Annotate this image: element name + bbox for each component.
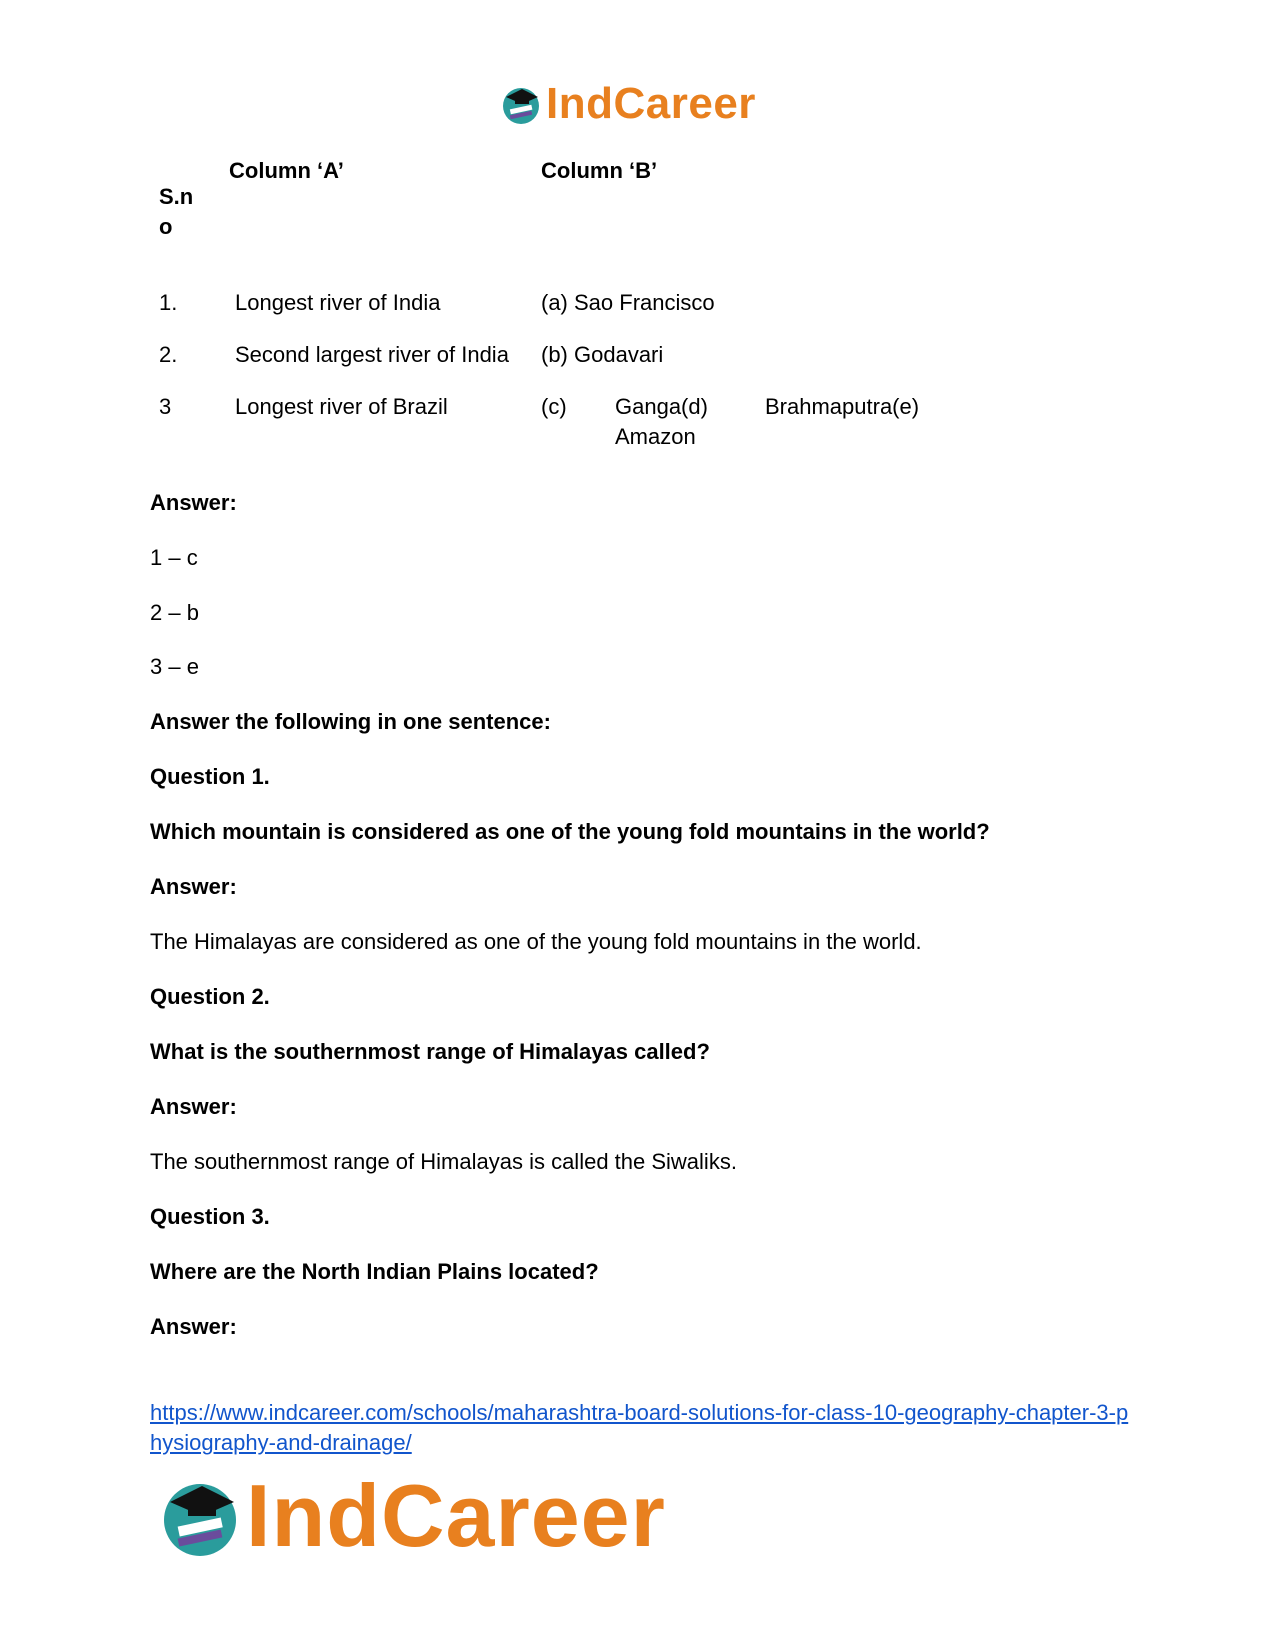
table-row-2-column-a: Second largest river of India [235, 342, 509, 367]
table-row-3-column-a: Longest river of Brazil [235, 394, 448, 419]
question-1-answer-label: Answer: [150, 874, 237, 899]
question-2-text: What is the southernmost range of Himalayas called? [150, 1039, 710, 1064]
header-logo [500, 78, 756, 130]
source-link[interactable]: https://www.indcareer.com/schools/maharashtra-board-solutions-for-class-10-geography-chapter-3-physiography-and-drainage/ [150, 1400, 1129, 1455]
table-header-column-a: Column ‘A’ [229, 158, 344, 183]
table-row-1-column-a: Longest river of India [235, 290, 441, 315]
question-3-label: Question 3. [150, 1204, 270, 1229]
graduation-cap-icon [158, 1474, 242, 1558]
logo-text: IndCareer [246, 1466, 666, 1565]
answer-label: Answer: [150, 490, 237, 515]
question-1-label: Question 1. [150, 764, 270, 789]
table-row-1-sno: 1. [159, 290, 178, 315]
table-row-2-sno: 2. [159, 342, 178, 367]
question-3-answer-label: Answer: [150, 1314, 237, 1339]
question-2-answer-label: Answer: [150, 1094, 237, 1119]
question-1-text: Which mountain is considered as one of the young fold mountains in the world? [150, 819, 990, 844]
table-header-column-b: Column ‘B’ [541, 158, 658, 183]
table-row-1-column-b: (a) Sao Francisco [541, 290, 715, 315]
question-2-answer: The southernmost range of Himalayas is called the Siwaliks. [150, 1149, 737, 1174]
answer-line-2: 2 – b [150, 600, 199, 625]
question-1-answer: The Himalayas are considered as one of the young fold mountains in the world. [150, 929, 922, 954]
section-heading: Answer the following in one sentence: [150, 709, 551, 734]
table-row-3-sno: 3 [159, 394, 172, 419]
question-3-text: Where are the North Indian Plains located? [150, 1259, 599, 1284]
table-row-3-column-b-ganga-amazon: Ganga(d) Amazon [615, 394, 708, 449]
table-header-sno: S.n o [159, 184, 194, 239]
logo-text: IndCareer [546, 79, 756, 128]
table-row-3-column-b-brahmaputra: Brahmaputra(e) [765, 394, 920, 419]
answer-line-1: 1 – c [150, 545, 198, 570]
graduation-cap-icon [500, 83, 542, 125]
question-2-label: Question 2. [150, 984, 270, 1009]
table-row-3-column-b-c: (c) [541, 394, 567, 419]
answer-line-3: 3 – e [150, 654, 199, 679]
table-row-2-column-b: (b) Godavari [541, 342, 664, 367]
footer-logo [158, 1468, 666, 1564]
